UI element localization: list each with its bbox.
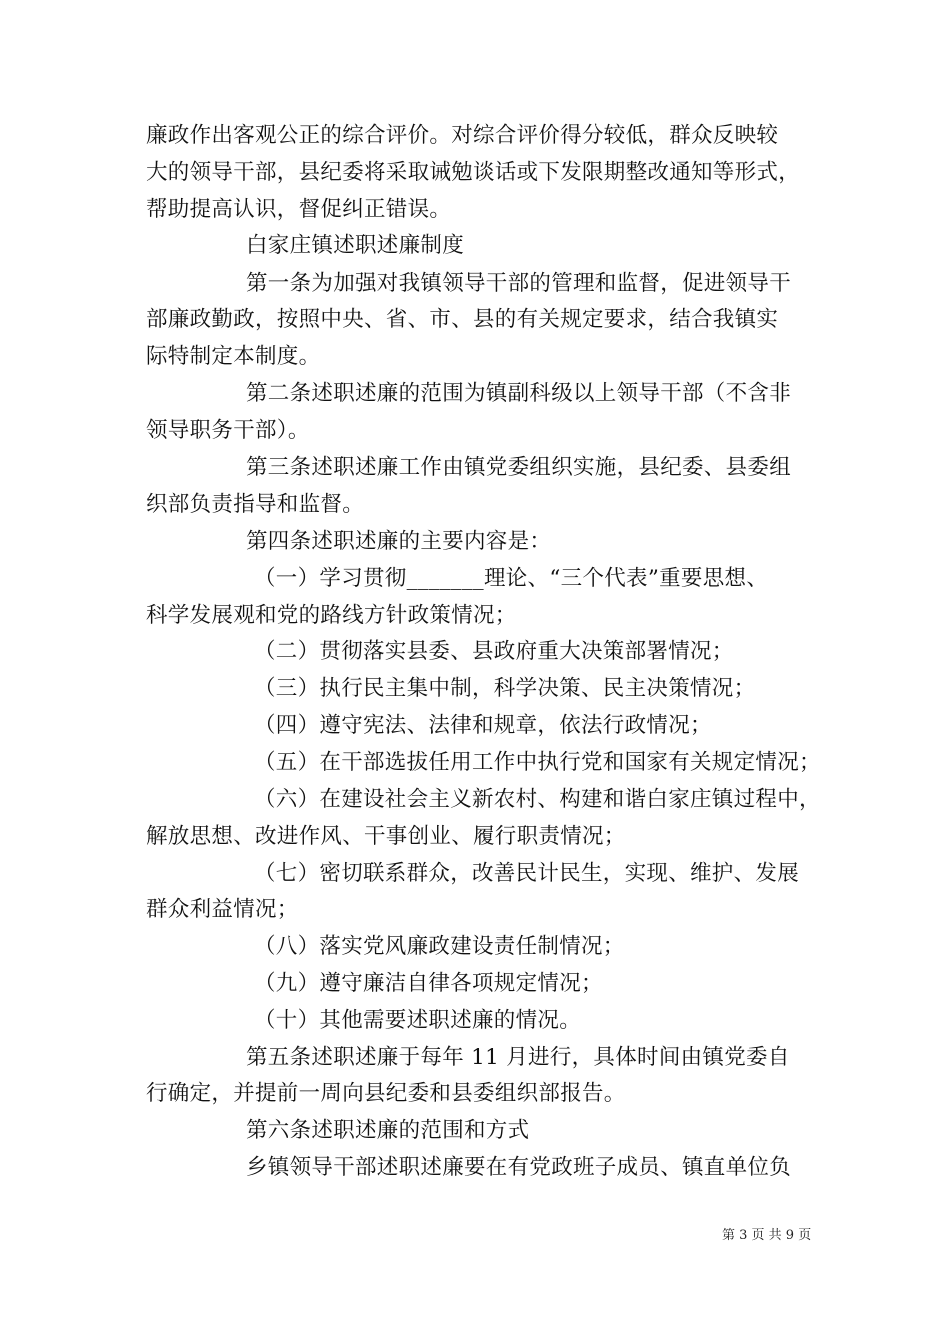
text-line: 乡镇领导干部述职述廉要在有党政班子成员、镇直单位负 <box>246 1155 792 1180</box>
text-line: 第四条述职述廉的主要内容是： <box>246 529 552 554</box>
text-line: 部廉政勤政，按照中央、省、市、县的有关规定要求，结合我镇实 <box>146 307 779 332</box>
list-item: （六）在建设社会主义新农村、构建和谐白家庄镇过程中， <box>254 787 821 812</box>
text-line: 领导职务干部）。 <box>146 418 310 443</box>
list-item: （一）学习贯彻_______理论、“三个代表”重要思想、 <box>254 566 769 591</box>
list-item: （八）落实党风廉政建设责任制情况； <box>254 934 625 959</box>
text-line: 第五条述职述廉于每年 11 月进行，具体时间由镇党委自 <box>246 1045 790 1070</box>
list-item: （二）贯彻落实县委、县政府重大决策部署情况； <box>254 639 734 664</box>
text-line: 第六条述职述廉的范围和方式 <box>246 1118 530 1143</box>
text-line: 织部负责指导和监督。 <box>146 492 365 517</box>
text-line: 第一条为加强对我镇领导干部的管理和监督，促进领导干 <box>246 271 792 296</box>
list-item: （四）遵守宪法、法律和规章，依法行政情况； <box>254 713 712 738</box>
text-line: 帮助提高认识，督促纠正错误。 <box>146 197 452 222</box>
text-line: 大的领导干部，县纪委将采取诫勉谈话或下发限期整改通知等形式， <box>146 160 801 185</box>
list-item: （五）在干部选拔任用工作中执行党和国家有关规定情况； <box>254 750 821 775</box>
text-line: 第二条述职述廉的范围为镇副科级以上领导干部（不含非 <box>246 381 792 406</box>
list-item: （九）遵守廉洁自律各项规定情况； <box>254 971 603 996</box>
text-line: 群众利益情况； <box>146 897 299 922</box>
text-line: 解放思想、改进作风、干事创业、履行职责情况； <box>146 824 626 849</box>
text-line: 际特制定本制度。 <box>146 344 321 369</box>
list-item: （十）其他需要述职述廉的情况。 <box>254 1008 582 1033</box>
list-item: （七）密切联系群众，改善民计民生，实现、维护、发展 <box>254 861 800 886</box>
section-title: 白家庄镇述职述廉制度 <box>246 233 465 258</box>
text-line: 行确定，并提前一周向县纪委和县委组织部报告。 <box>146 1081 626 1106</box>
page-number-footer: 第 3 页 共 9 页 <box>722 1228 812 1243</box>
text-line: 廉政作出客观公正的综合评价。对综合评价得分较低，群众反映较 <box>146 123 779 148</box>
list-item: （三）执行民主集中制，科学决策、民主决策情况； <box>254 676 756 701</box>
text-line: 第三条述职述廉工作由镇党委组织实施，县纪委、县委组 <box>246 455 792 480</box>
text-line: 科学发展观和党的路线方针政策情况； <box>146 603 517 628</box>
